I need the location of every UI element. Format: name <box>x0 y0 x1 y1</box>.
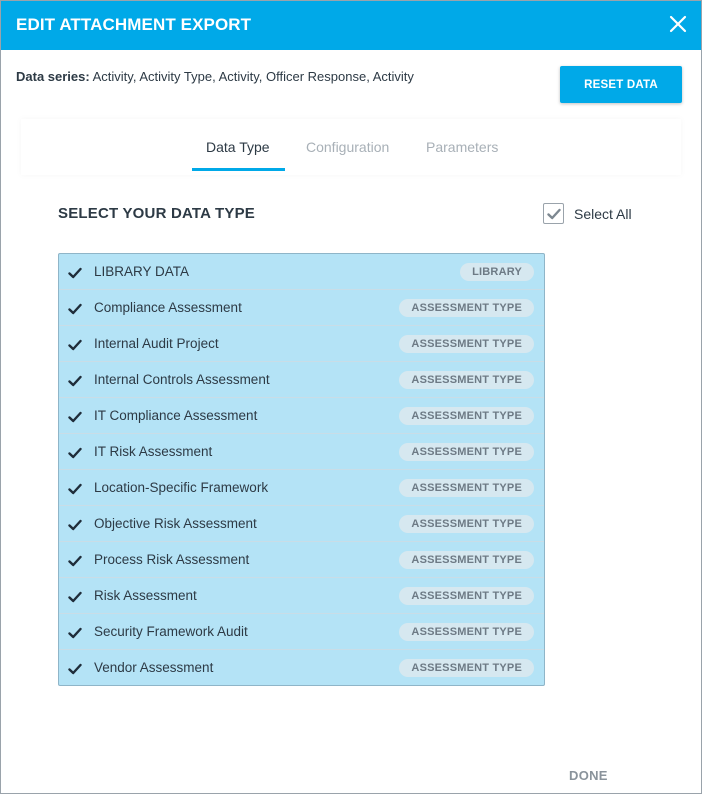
checkmark-icon <box>68 554 82 566</box>
checkmark-icon <box>68 482 82 494</box>
checkmark-icon <box>68 374 82 386</box>
list-item-label: Security Framework Audit <box>94 624 248 639</box>
checkmark-icon <box>68 302 82 314</box>
type-badge: ASSESSMENT TYPE <box>399 659 534 677</box>
type-badge: ASSESSMENT TYPE <box>399 551 534 569</box>
list-item-label: Location-Specific Framework <box>94 480 269 495</box>
checkmark-icon <box>68 446 82 458</box>
type-badge: ASSESSMENT TYPE <box>399 479 534 497</box>
list-item[interactable] <box>59 650 544 686</box>
list-item-label: Compliance Assessment <box>94 300 242 315</box>
type-badge: ASSESSMENT TYPE <box>399 587 534 605</box>
list-item-label: LIBRARY DATA <box>94 264 190 279</box>
list-item-label: Vendor Assessment <box>94 660 214 675</box>
type-badge: ASSESSMENT TYPE <box>399 299 534 317</box>
type-badge: ASSESSMENT TYPE <box>399 371 534 389</box>
data-series-label: Data series: <box>16 69 90 84</box>
list-item-label: Process Risk Assessment <box>94 552 250 567</box>
list-item-label: Risk Assessment <box>94 588 197 603</box>
checkmark-icon <box>68 662 82 674</box>
type-badge: ASSESSMENT TYPE <box>399 335 534 353</box>
type-badge: ASSESSMENT TYPE <box>399 443 534 461</box>
list-item-label: Internal Audit Project <box>94 336 219 351</box>
list-item[interactable] <box>59 470 544 506</box>
checkbox-checked-icon[interactable] <box>543 203 564 224</box>
type-badge: ASSESSMENT TYPE <box>399 407 534 425</box>
list-item[interactable] <box>59 614 544 650</box>
list-item-label: Internal Controls Assessment <box>94 372 270 387</box>
dialog-title: EDIT ATTACHMENT EXPORT <box>16 15 252 34</box>
list-item[interactable] <box>59 254 544 290</box>
list-item-label: IT Risk Assessment <box>94 444 213 459</box>
close-icon[interactable] <box>667 13 689 35</box>
select-all-checkbox[interactable] <box>543 203 632 224</box>
data-series-value: Activity, Activity Type, Activity, Officer Response, Activity <box>92 69 414 84</box>
list-item[interactable] <box>59 398 544 434</box>
reset-data-button[interactable]: RESET DATA <box>560 66 682 103</box>
data-series-info <box>16 69 414 84</box>
checkmark-icon <box>68 410 82 422</box>
list-item[interactable] <box>59 542 544 578</box>
done-button[interactable]: DONE <box>569 768 608 783</box>
checkmark-icon <box>68 266 82 278</box>
checkmark-icon <box>68 338 82 350</box>
checkmark-icon <box>68 590 82 602</box>
section-title: SELECT YOUR DATA TYPE <box>58 205 255 222</box>
dialog-header <box>1 1 701 50</box>
checkmark-icon <box>68 626 82 638</box>
tab-parameters[interactable]: Parameters <box>426 139 499 155</box>
list-item-label: IT Compliance Assessment <box>94 408 258 423</box>
list-item[interactable] <box>59 434 544 470</box>
list-item[interactable] <box>59 506 544 542</box>
checkmark-icon <box>68 518 82 530</box>
type-badge: LIBRARY <box>460 263 534 281</box>
type-badge: ASSESSMENT TYPE <box>399 515 534 533</box>
tab-data-type[interactable]: Data Type <box>206 139 270 155</box>
active-tab-indicator <box>192 168 285 171</box>
type-badge: ASSESSMENT TYPE <box>399 623 534 641</box>
list-item-label: Objective Risk Assessment <box>94 516 257 531</box>
list-item[interactable] <box>59 578 544 614</box>
list-item[interactable] <box>59 326 544 362</box>
tab-configuration[interactable]: Configuration <box>306 139 390 155</box>
list-item[interactable] <box>59 290 544 326</box>
data-type-list <box>58 253 545 686</box>
select-all-label: Select All <box>574 205 632 222</box>
list-item[interactable] <box>59 362 544 398</box>
